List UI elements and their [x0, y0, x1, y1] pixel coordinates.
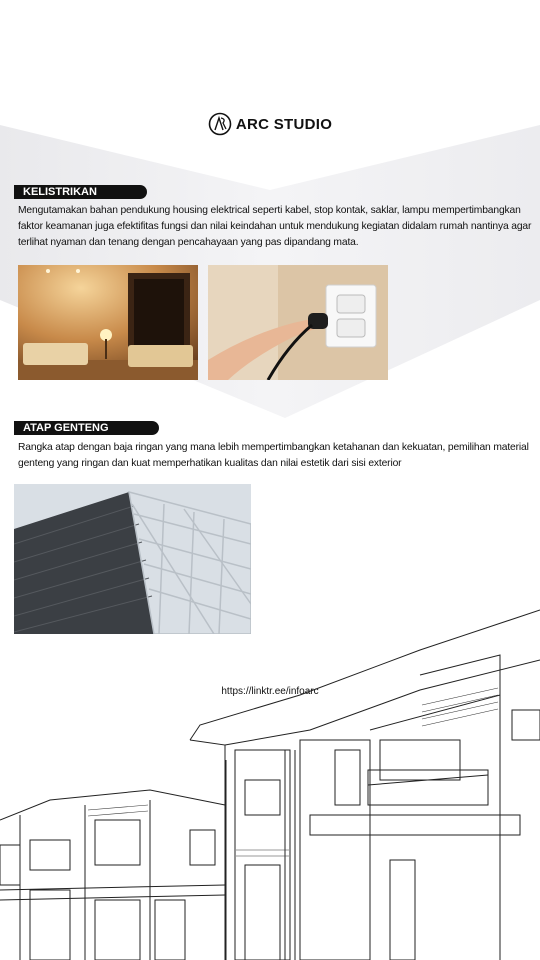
living-room-photo: [18, 265, 198, 380]
brand-name: ARC STUDIO: [235, 115, 333, 133]
footer-link[interactable]: https://linktr.ee/infoarc: [221, 686, 319, 697]
section-heading-atap-genteng: ATAP GENTENG: [14, 421, 159, 435]
brand-logo: [0, 112, 540, 136]
section-body-kelistrikan: Mengutamakan bahan pendukung housing elektrical seperti kabel, stop kontak, saklar, lampu mempertimbangkan faktor keamanan juga efektifitas fungsi dan nilai keindahan untuk mendukung kegiatan didalam rumah nantinya agar terlihat nyaman dan tenang dengan pencahayaan yang pas dipandang mata.: [18, 205, 532, 248]
house-sketch: [0, 600, 540, 960]
section-heading-kelistrikan: KELISTRIKAN: [14, 185, 147, 199]
arc-logo-icon: [208, 112, 232, 136]
section-body-atap-genteng: Rangka atap dengan baja ringan yang mana lebih mempertimbangkan ketahanan dan kekuatan, pemilihan material genteng yang ringan dan kuat memperhatikan kualitas dan nilai estetik dari sisi exterior: [18, 442, 529, 469]
power-outlet-photo: [208, 265, 388, 380]
